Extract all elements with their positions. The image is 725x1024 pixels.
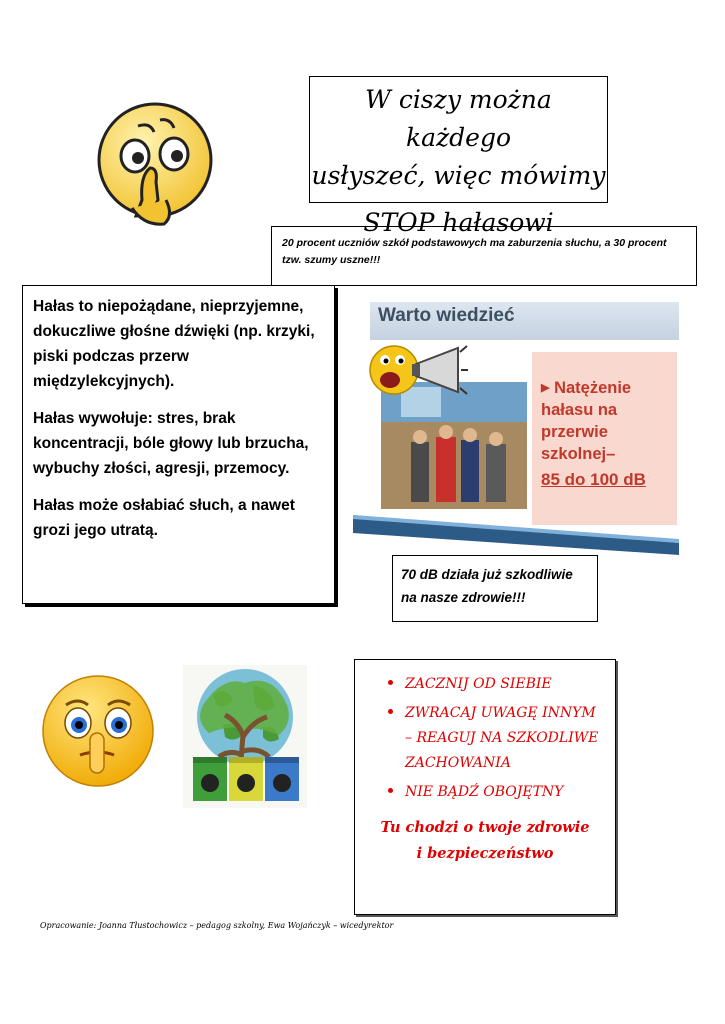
info-paragraph-definition: Hałas to niepożądane, nieprzyjemne, dokuczliwe głośne dźwięki (np. krzyki, piski podczas przerw międzylekcyjnych). — [33, 298, 315, 390]
action-box — [354, 659, 616, 915]
closing-line-2: i bezpieczeństwo — [416, 845, 554, 862]
slide-bullet-icon: ▶ — [541, 382, 550, 394]
action-item: • NIE BĄDŹ OBOJĘTNY — [405, 778, 607, 805]
decibel-warning-box — [392, 555, 598, 622]
slide-text: Natężenie hałasu na przerwie szkolnej– — [541, 379, 632, 463]
shushing-emoji-icon — [40, 673, 156, 789]
recycling-tree-image — [183, 665, 307, 808]
shouting-emoji-megaphone-icon — [368, 340, 468, 400]
credits-footer: Opracowanie: Joanna Tłustochowicz – pedagog szkolny, Ewa Wojańczyk – wicedyrektor — [40, 921, 394, 930]
slide-value: 85 do 100 dB — [541, 470, 646, 489]
decibel-warning-text: 70 dB działa już szkodliwie na nasze zdrowie!!! — [401, 567, 573, 605]
slide-title: Warto wiedzieć — [378, 305, 515, 326]
info-paragraph-hearing: Hałas może osłabiać słuch, a nawet grozi jego utratą. — [33, 497, 295, 539]
action-item: • ZACZNIJ OD SIEBIE — [405, 670, 607, 697]
closing-message — [355, 815, 615, 867]
slide-decorative-stripe — [353, 515, 679, 555]
slide-noise-level — [541, 377, 676, 491]
action-list — [355, 670, 615, 805]
shushing-face-icon — [92, 96, 214, 242]
school-corridor-photo — [381, 382, 527, 509]
title-line-1: W ciszy można każdego — [365, 85, 552, 152]
statistic-text: 20 procent uczniów szkół podstawowych ma zaburzenia słuchu, a 30 procent tzw. szumy uszne!!! — [282, 237, 667, 266]
closing-line-1: Tu chodzi o twoje zdrowie — [380, 819, 590, 836]
action-item: • ZWRACAJ UWAGĘ INNYM – REAGUJ NA SZKODLIWE ZACHOWANIA — [405, 699, 607, 776]
statistic-box — [271, 226, 697, 286]
noise-info-box — [22, 285, 335, 604]
title-box — [309, 76, 608, 237]
title-line-3: STOP hałasowi — [363, 208, 554, 237]
title-line-2: usłyszeć, więc mówimy — [311, 161, 606, 190]
info-paragraph-effects: Hałas wywołuje: stres, brak koncentracji, bóle głowy lub brzucha, wybuchy złości, agresji, przemocy. — [33, 410, 309, 477]
